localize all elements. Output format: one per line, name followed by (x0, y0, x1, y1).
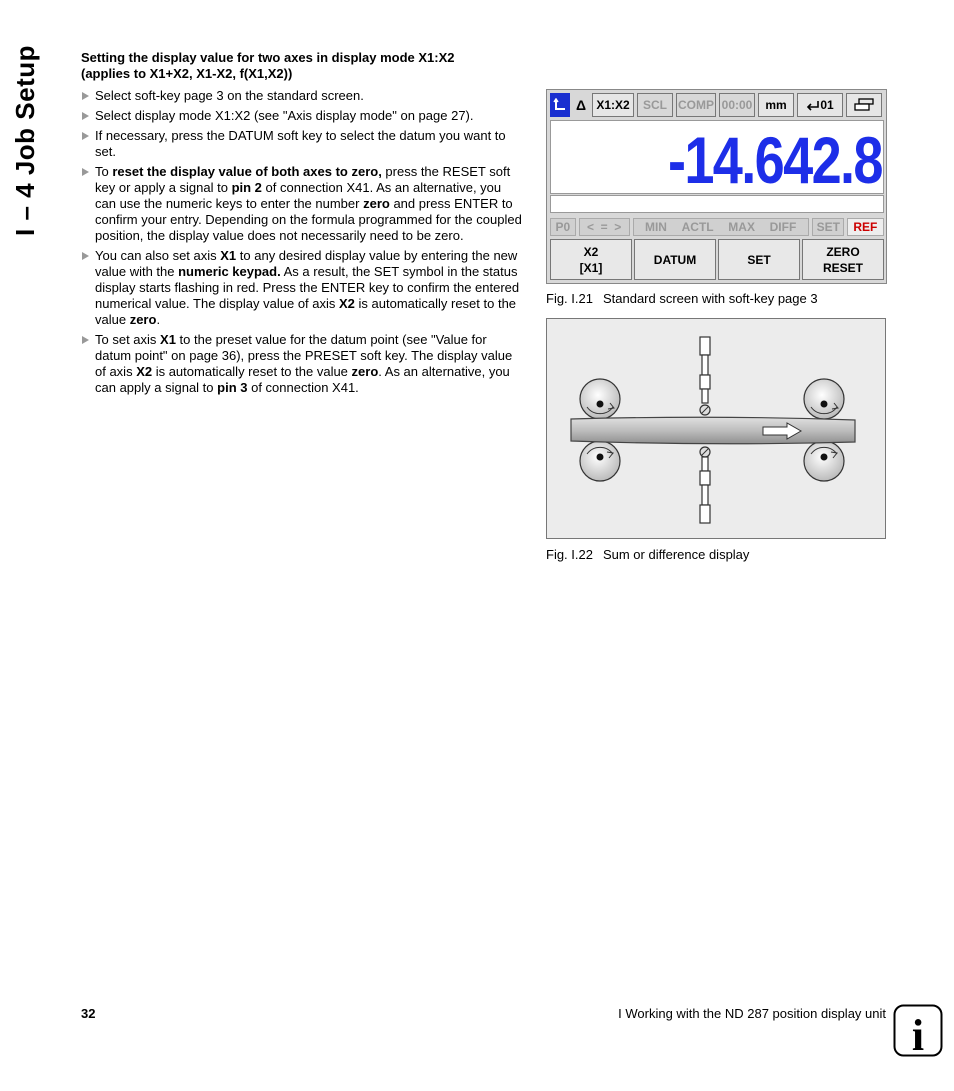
step-4: To reset the display value of both axes to zero, press the RESET soft key or apply a signal to pin 2 of connection X41. As an alternative, you can use the numeric keys to enter the number zero and press ENTER to confirm your entry. Depending on the formula programmed for the coupled position, the display value does not necessarily need to be zero. (81, 164, 525, 244)
soft-key-row (550, 239, 884, 280)
info-icon (893, 1004, 943, 1057)
main-text-column (81, 50, 525, 400)
comp-indicator: COMP (676, 93, 716, 117)
zero-reset-softkey[interactable]: ZERO RESET (802, 239, 884, 280)
set-softkey[interactable]: SET (718, 239, 800, 280)
page-number: 32 (81, 1006, 96, 1021)
datum-softkey[interactable]: DATUM (634, 239, 716, 280)
roller-bottom-right (804, 441, 844, 481)
roller-bottom-left (580, 441, 620, 481)
probe-roller-illustration (547, 319, 887, 540)
x2-x1-softkey[interactable]: X2 [X1] (550, 239, 632, 280)
axis-mode-indicator: X1:X2 (592, 93, 634, 117)
svg-text:i: i (911, 1011, 925, 1057)
display-value: -14.642.8 (668, 123, 882, 194)
status-line-2 (550, 218, 884, 236)
set-indicator: SET (812, 218, 844, 236)
footer-chapter-text: I Working with the ND 287 position display unit (618, 1006, 886, 1021)
status-bar (550, 93, 884, 119)
step-1: Select soft-key page 3 on the standard screen. (81, 88, 525, 104)
soft-key-page-icon (846, 93, 882, 117)
probe-top (700, 337, 710, 415)
step-6: To set axis X1 to the preset value for the datum point (see "Value for datum point" on page 36), press the PRESET soft key. The display value of axis X2 is automatically reset to the value zero. As an alternative, you can apply a signal to pin 3 of connection X41. (81, 332, 525, 396)
reference-mark-icon (550, 93, 570, 117)
datum-arrow-icon (806, 99, 820, 111)
measure-mode-indicator: MIN ACTL MAX DIFF (633, 218, 809, 236)
position-display (550, 120, 884, 194)
side-chapter-title: I – 4 Job Setup (9, 44, 40, 236)
workpiece-strip (571, 417, 855, 444)
comparator-indicator: < = > (579, 218, 630, 236)
roller-top-right (804, 379, 844, 419)
delta-indicator: Δ (575, 97, 587, 113)
p0-indicator: P0 (550, 218, 576, 236)
datum-indicator: 01 (797, 93, 843, 117)
step-2: Select display mode X1:X2 (see "Axis display mode" on page 27). (81, 108, 525, 124)
timer-indicator: 00:00 (719, 93, 755, 117)
fig22-caption: Fig. I.22 Sum or difference display (546, 547, 750, 562)
info-line (550, 195, 884, 213)
fig21-caption: Fig. I.21 Standard screen with soft-key page 3 (546, 291, 818, 306)
standard-screen-figure (546, 89, 887, 284)
roller-top-left (580, 379, 620, 419)
probe-bottom (700, 447, 710, 523)
step-3: If necessary, press the DATUM soft key to select the datum you want to set. (81, 128, 525, 160)
section-heading: Setting the display value for two axes in display mode X1:X2 (applies to X1+X2, X1-X2, f(X1,X2)) (81, 50, 455, 81)
sum-difference-diagram (546, 318, 886, 539)
step-5: You can also set axis X1 to any desired display value by entering the new value with the numeric keypad. As a result, the SET symbol in the status display starts flashing in red. Press the ENTER key to confirm the entered numerical value. The display value of axis X2 is automatically reset to the value zero. (81, 248, 525, 328)
scl-indicator: SCL (637, 93, 673, 117)
unit-indicator: mm (758, 93, 794, 117)
ref-indicator: REF (847, 218, 884, 236)
